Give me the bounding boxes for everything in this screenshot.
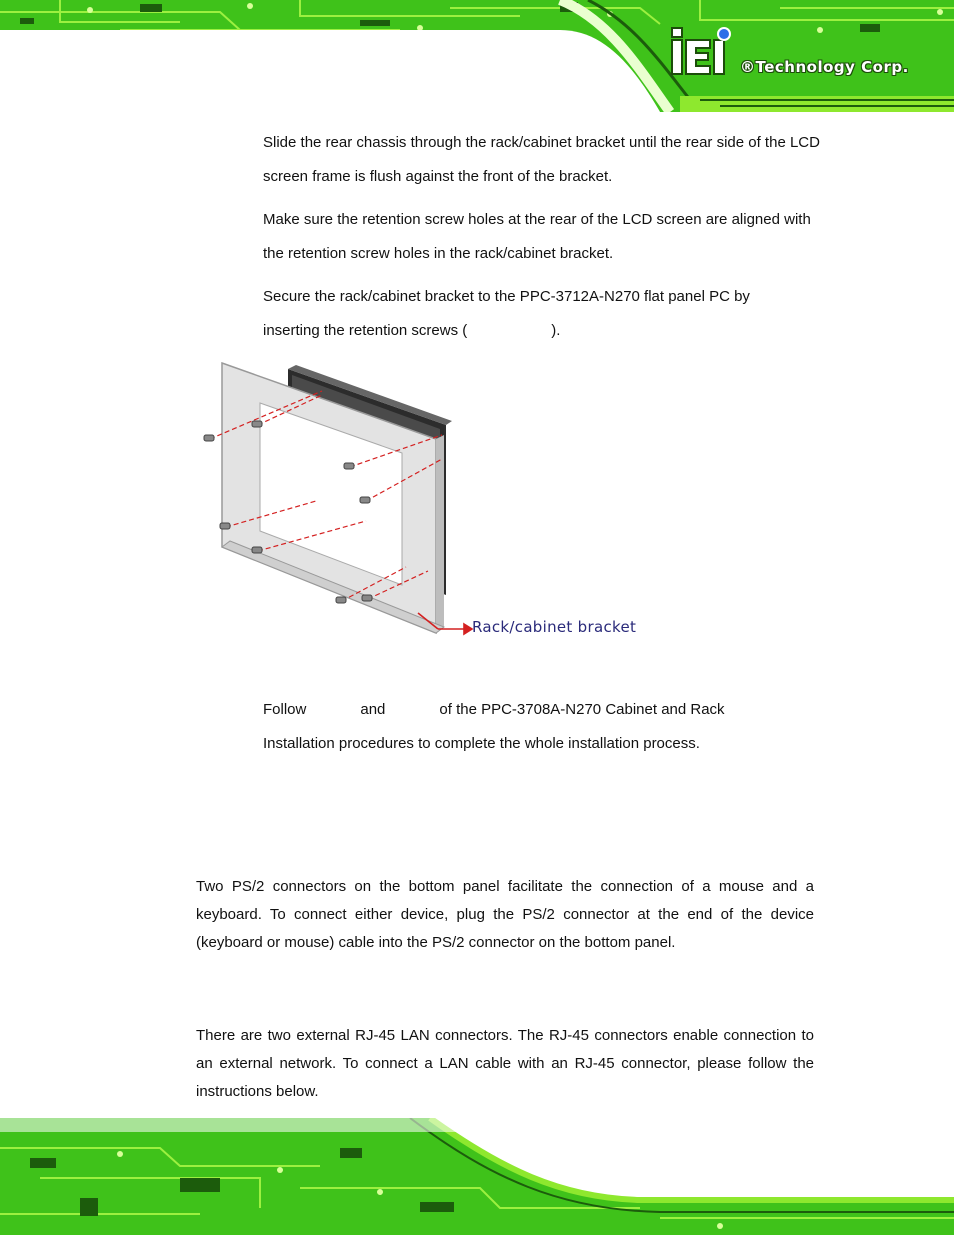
rack-bracket-illustration bbox=[196, 355, 656, 655]
step-4-and: and bbox=[360, 701, 386, 718]
ps2-paragraph: Two PS/2 connectors on the bottom panel facilitate the connection of a mouse and a keyboard. To connect either device, plug the PS/2 connector at the end of the device (keyboard or mouse) cable into the PS/2 connector on the bottom panel. bbox=[196, 878, 814, 951]
step-3-line-2-end: ). bbox=[551, 322, 561, 339]
step-4-text bbox=[263, 693, 823, 761]
step-3-line-2-start: inserting the retention screws ( bbox=[263, 322, 468, 339]
header-banner bbox=[0, 0, 954, 112]
step-2-text: Make sure the retention screw holes at the rear of the LCD screen are aligned with the retention screw holes in the rack/cabinet bracket. bbox=[263, 211, 811, 262]
step-4-follow: Follow bbox=[263, 701, 307, 718]
step-4-line-2: Installation procedures to complete the whole installation process. bbox=[263, 735, 700, 752]
rack-bracket-figure bbox=[196, 355, 656, 655]
step-3-text bbox=[263, 280, 823, 348]
company-logo bbox=[668, 26, 928, 86]
step-1-text: Slide the rear chassis through the rack/cabinet bracket until the rear side of the LCD screen frame is flush against the front of the bracket. bbox=[263, 134, 820, 185]
step-4-rest: of the PPC-3708A-N270 Cabinet and Rack bbox=[439, 701, 725, 718]
step-3-line-1: Secure the rack/cabinet bracket to the PPC-3712A-N270 flat panel PC by bbox=[263, 288, 750, 305]
circuit-board-footer-graphic bbox=[0, 1118, 954, 1235]
iei-logo-icon bbox=[668, 26, 738, 86]
footer-banner bbox=[0, 1118, 954, 1235]
figure-callout-label: Rack/cabinet bracket bbox=[472, 618, 637, 636]
logo-text: ®Technology Corp. bbox=[740, 58, 909, 76]
lan-paragraph: There are two external RJ-45 LAN connectors. The RJ-45 connectors enable connection to an external network. To connect a LAN cable with an RJ-45 connector, please follow the instructions below. bbox=[196, 1027, 814, 1100]
